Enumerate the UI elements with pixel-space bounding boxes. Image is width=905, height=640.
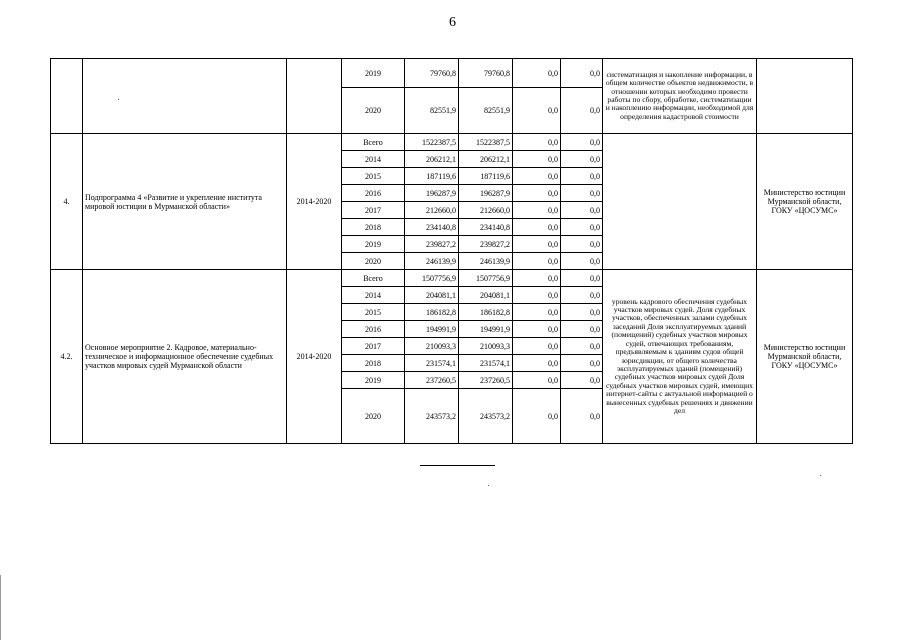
total-cell: 237260,5 — [405, 372, 459, 389]
other-cell: 0,0 — [561, 338, 603, 355]
page-number: 6 — [449, 15, 456, 30]
table-row — [51, 59, 853, 88]
regional-cell: 234140,8 — [459, 219, 513, 236]
regional-cell: 79760,8 — [459, 59, 513, 88]
year-cell: 2020 — [342, 389, 405, 444]
federal-cell: 0,0 — [513, 134, 561, 151]
year-cell: 2017 — [342, 202, 405, 219]
empty-cell — [757, 59, 853, 134]
federal-cell: 0,0 — [513, 287, 561, 304]
regional-cell: 204081,1 — [459, 287, 513, 304]
federal-cell: 0,0 — [513, 202, 561, 219]
regional-cell: 196287,9 — [459, 185, 513, 202]
year-cell: 2018 — [342, 219, 405, 236]
total-cell: 187119,6 — [405, 168, 459, 185]
federal-cell: 0,0 — [513, 88, 561, 134]
year-cell: 2016 — [342, 321, 405, 338]
year-cell: 2020 — [342, 88, 405, 134]
regional-cell: 231574,1 — [459, 355, 513, 372]
regional-cell: 187119,6 — [459, 168, 513, 185]
table-row — [51, 134, 853, 151]
other-cell: 0,0 — [561, 59, 603, 88]
federal-cell: 0,0 — [513, 304, 561, 321]
regional-cell: 206212,1 — [459, 151, 513, 168]
executor-cell: Министерство юстиции Мурманской области, ГОКУ «ЦОСУМС» — [757, 134, 853, 270]
other-cell: 0,0 — [561, 321, 603, 338]
total-cell: 246139,9 — [405, 253, 459, 270]
year-cell: 2014 — [342, 287, 405, 304]
total-cell: 204081,1 — [405, 287, 459, 304]
regional-cell: 1522387,5 — [459, 134, 513, 151]
year-cell: 2018 — [342, 355, 405, 372]
federal-cell: 0,0 — [513, 151, 561, 168]
federal-cell: 0,0 — [513, 168, 561, 185]
indicator-cell: систематизация и накопление информации, в общем количестве объектов недвижимости, в отношении которых необходимо провести работы по сбору, обработке, систематизации и накоплению информации, необходимой для определения кадастровой стоимости — [603, 59, 757, 134]
scan-edge-mark — [0, 575, 1, 640]
total-cell: 186182,8 — [405, 304, 459, 321]
total-cell: 239827,2 — [405, 236, 459, 253]
regional-cell: 212660,0 — [459, 202, 513, 219]
year-cell: 2019 — [342, 59, 405, 88]
empty-cell — [287, 59, 342, 134]
year-cell: 2020 — [342, 253, 405, 270]
year-cell: 2019 — [342, 236, 405, 253]
year-cell: Всего — [342, 270, 405, 287]
other-cell: 0,0 — [561, 253, 603, 270]
federal-cell: 0,0 — [513, 321, 561, 338]
regional-cell: 210093,3 — [459, 338, 513, 355]
total-cell: 234140,8 — [405, 219, 459, 236]
item-period: 2014-2020 — [287, 134, 342, 270]
indicator-cell: уровень кадрового обеспечения судебных участков мировых судей. Доля судебных участков, обеспеченных залами судебных заседаний Доля эксплуатируемых зданий (помещений) судебных участков мировых судей, отвечающих требованиям, предъявляемым к зданиям судов общей юрисдикции, от общего количества эксплуатируемых зданий (помещений) судебных участков мировых судей Доля судебных участков мировых судей, имеющих интернет-сайты с актуальной информацией о вынесенных судебных решениях и движении дел — [603, 270, 757, 444]
federal-cell: 0,0 — [513, 372, 561, 389]
federal-cell: 0,0 — [513, 355, 561, 372]
regional-cell: 239827,2 — [459, 236, 513, 253]
executor-cell: Министерство юстиции Мурманской области, ГОКУ «ЦОСУМС» — [757, 270, 853, 444]
scan-speck — [488, 485, 489, 486]
item-period: 2014-2020 — [287, 270, 342, 444]
year-cell: 2016 — [342, 185, 405, 202]
federal-cell: 0,0 — [513, 270, 561, 287]
regional-cell: 186182,8 — [459, 304, 513, 321]
item-name: Подпрограмма 4 «Развитие и укрепление института мировой юстиции в Мурманской области» — [83, 134, 287, 270]
indicator-cell — [603, 134, 757, 270]
other-cell: 0,0 — [561, 88, 603, 134]
other-cell: 0,0 — [561, 168, 603, 185]
other-cell: 0,0 — [561, 355, 603, 372]
year-cell: 2014 — [342, 151, 405, 168]
regional-cell: 194991,9 — [459, 321, 513, 338]
other-cell: 0,0 — [561, 304, 603, 321]
other-cell: 0,0 — [561, 287, 603, 304]
total-cell: 1522387,5 — [405, 134, 459, 151]
regional-cell: 1507756,9 — [459, 270, 513, 287]
empty-cell — [51, 59, 83, 134]
item-number: 4. — [51, 134, 83, 270]
other-cell: 0,0 — [561, 389, 603, 444]
federal-cell: 0,0 — [513, 219, 561, 236]
scan-speck — [820, 475, 821, 476]
total-cell: 212660,0 — [405, 202, 459, 219]
program-table — [50, 58, 853, 444]
other-cell: 0,0 — [561, 134, 603, 151]
federal-cell: 0,0 — [513, 338, 561, 355]
other-cell: 0,0 — [561, 219, 603, 236]
total-cell: 196287,9 — [405, 185, 459, 202]
total-cell: 206212,1 — [405, 151, 459, 168]
year-cell: 2017 — [342, 338, 405, 355]
year-cell: 2015 — [342, 304, 405, 321]
total-cell: 79760,8 — [405, 59, 459, 88]
year-cell: 2019 — [342, 372, 405, 389]
scan-speck — [118, 99, 119, 100]
regional-cell: 237260,5 — [459, 372, 513, 389]
total-cell: 231574,1 — [405, 355, 459, 372]
other-cell: 0,0 — [561, 185, 603, 202]
table-row — [51, 270, 853, 287]
federal-cell: 0,0 — [513, 253, 561, 270]
regional-cell: 243573,2 — [459, 389, 513, 444]
empty-cell — [83, 59, 287, 134]
total-cell: 210093,3 — [405, 338, 459, 355]
regional-cell: 246139,9 — [459, 253, 513, 270]
federal-cell: 0,0 — [513, 185, 561, 202]
federal-cell: 0,0 — [513, 389, 561, 444]
federal-cell: 0,0 — [513, 236, 561, 253]
other-cell: 0,0 — [561, 372, 603, 389]
total-cell: 194991,9 — [405, 321, 459, 338]
other-cell: 0,0 — [561, 270, 603, 287]
item-name: Основное мероприятие 2. Кадровое, материально-техническое и информационное обеспечение судебных участков мировых судей Мурманской области — [83, 270, 287, 444]
footnote-separator — [420, 465, 495, 466]
other-cell: 0,0 — [561, 236, 603, 253]
year-cell: Всего — [342, 134, 405, 151]
total-cell: 82551,9 — [405, 88, 459, 134]
federal-cell: 0,0 — [513, 59, 561, 88]
year-cell: 2015 — [342, 168, 405, 185]
other-cell: 0,0 — [561, 151, 603, 168]
regional-cell: 82551,9 — [459, 88, 513, 134]
other-cell: 0,0 — [561, 202, 603, 219]
item-number: 4.2. — [51, 270, 83, 444]
total-cell: 243573,2 — [405, 389, 459, 444]
total-cell: 1507756,9 — [405, 270, 459, 287]
